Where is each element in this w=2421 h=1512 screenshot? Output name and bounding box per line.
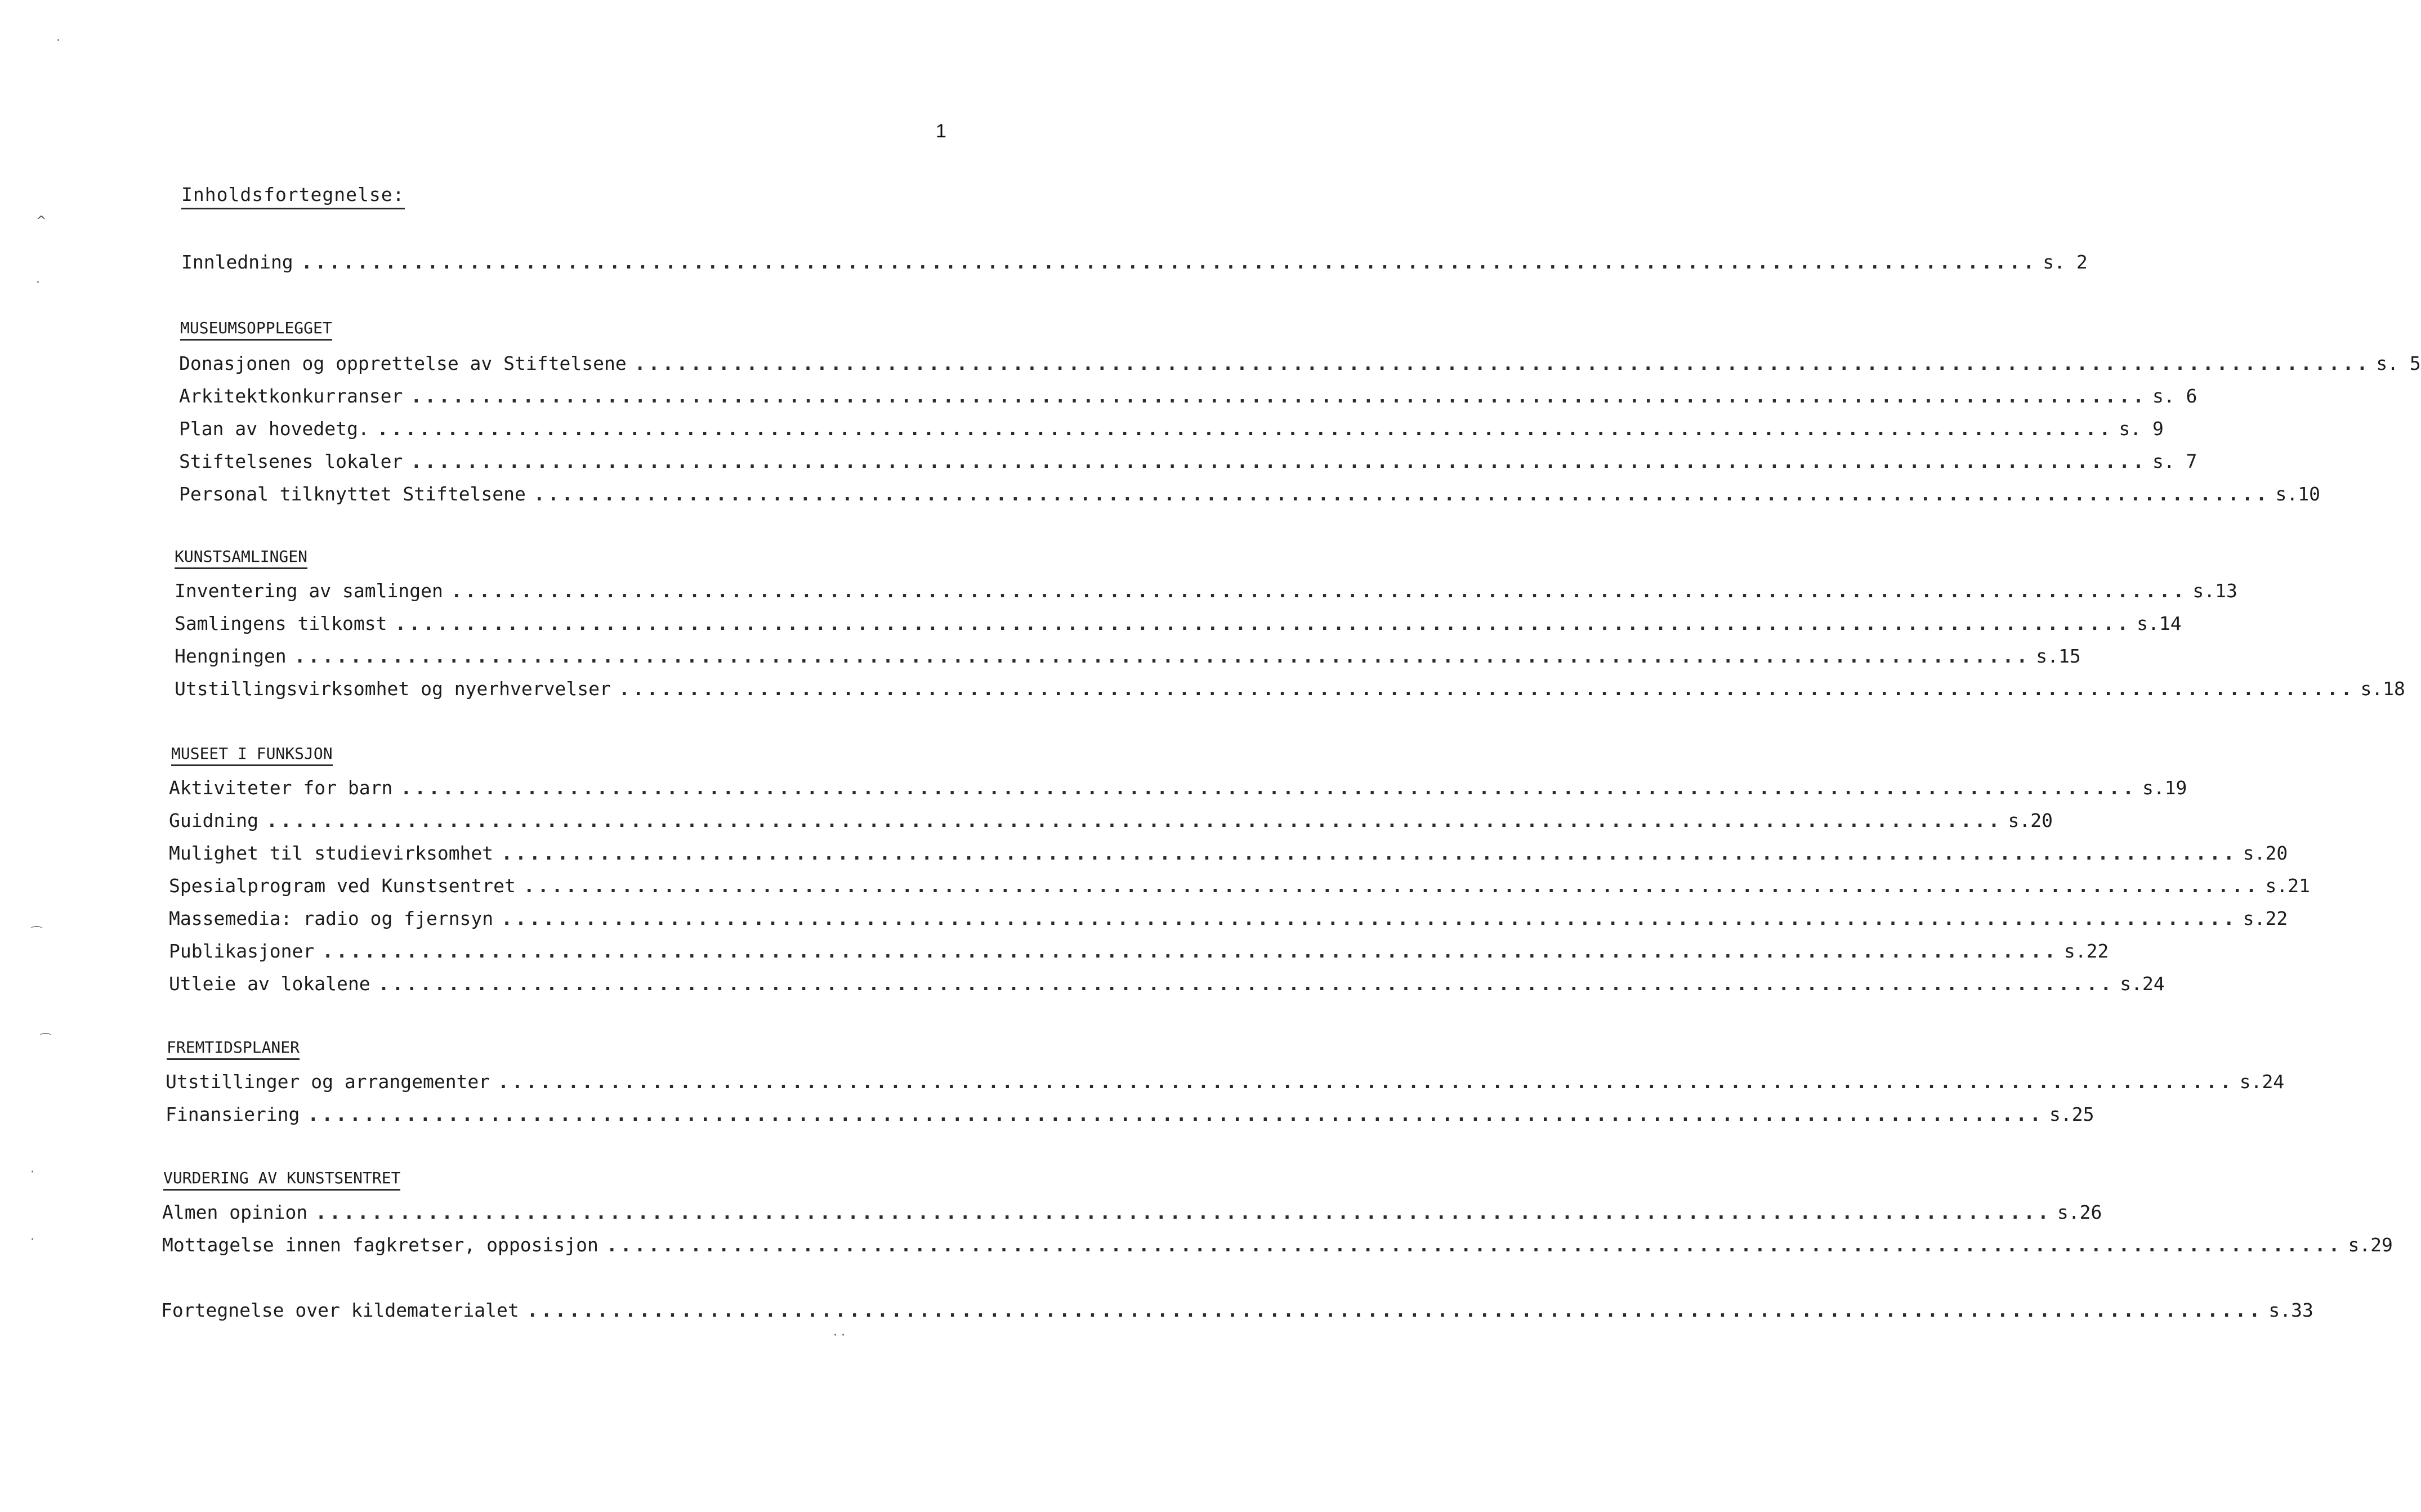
dot-leader: ............................................................................................................................ [395,612,2132,634]
entry-label: Mottagelse innen fagkretser, opposisjon [162,1234,598,1256]
toc-entry [162,1234,2393,1259]
entry-label: Publikasjoner [169,940,315,962]
dot-leader: ............................................................................................................................ [294,645,2031,667]
entry-label: Spesialprogram ved Kunstsentret [169,875,516,897]
entry-page: s.14 [2137,612,2182,634]
entry-page: s.29 [2348,1234,2393,1256]
entry-label: Inventering av samlingen [175,580,443,602]
toc-entry-innledning [181,251,2088,276]
entry-label: Utstillinger og arrangementer [166,1071,490,1093]
entry-label: Massemedia: radio og fjernsyn [169,907,494,929]
dot-leader: ............................................................................................................................ [501,907,2237,929]
scan-speck: ⌒ [39,1033,52,1047]
toc-entry [179,352,2421,377]
scan-speck: · · [833,1328,845,1343]
dot-leader: ............................................................................................................................ [301,251,2038,273]
toc-entry [169,777,2187,802]
toc-entry [169,875,2310,900]
entry-label: Guidning [169,809,258,831]
dot-leader: ............................................................................................................................ [523,875,2260,897]
dot-leader: ............................................................................................................................ [315,1201,2052,1223]
toc-entry [162,1201,2102,1226]
entry-page: s. 7 [2152,450,2197,472]
section-heading-museumsopplegget: MUSEUMSOPPLEGGET [180,319,332,341]
entry-page: s. 6 [2152,385,2197,407]
entry-label: Innledning [181,251,293,273]
scan-speck: ^ [36,214,47,228]
toc-entry [175,612,2182,637]
entry-label: Donasjonen og opprettelse av Stiftelsene [179,352,627,374]
dot-leader: ............................................................................................................................ [501,842,2237,864]
entry-page: s.33 [2268,1299,2313,1321]
entry-page: s. 5 [2376,352,2421,374]
toc-entry [179,450,2197,475]
toc-title: Inholdsfortegnelse: [181,184,405,209]
toc-entry [169,809,2053,834]
page-number: 1 [936,120,946,142]
dot-leader: ............................................................................................................................ [606,1234,2343,1256]
entry-page: s.19 [2142,777,2187,799]
toc-entry [175,678,2405,703]
entry-page: s.24 [2239,1071,2285,1093]
toc-entry [166,1103,2094,1128]
entry-page: s.15 [2036,645,2081,667]
dot-leader: ............................................................................................................................ [498,1071,2234,1093]
entry-label: Utstillingsvirksomhet og nyerhvervelser [175,678,611,700]
entry-page: s. 9 [2119,418,2164,440]
entry-label: Mulighet til studievirksomhet [169,842,494,864]
toc-entry [166,1071,2285,1095]
entry-page: s. 2 [2043,251,2088,273]
dot-leader: ............................................................................................................................ [533,483,2270,505]
dot-leader: ............................................................................................................................ [410,385,2147,407]
dot-leader: ............................................................................................................................ [400,777,2137,799]
scan-speck: · [30,1233,34,1247]
entry-page: s.18 [2360,678,2405,700]
section-heading-vurdering-av-kunstsentret: VURDERING AV KUNSTSENTRET [163,1169,400,1191]
dot-leader: ............................................................................................................................ [634,352,2371,374]
entry-label: Hengningen [175,645,287,667]
entry-label: Almen opinion [162,1201,308,1223]
toc-entry [179,483,2320,508]
entry-page: s.20 [2008,809,2053,831]
entry-page: s.21 [2265,875,2310,897]
dot-leader: ............................................................................................................................ [410,450,2147,472]
scan-speck: · [30,1165,34,1179]
dot-leader: ............................................................................................................................ [526,1299,2263,1321]
entry-page: s.22 [2243,907,2288,929]
entry-label: Fortegnelse over kildematerialet [161,1299,519,1321]
entry-label: Aktiviteter for barn [169,777,393,799]
entry-label: Plan av hovedetg. [179,418,369,440]
dot-leader: ............................................................................................................................ [266,809,2003,831]
entry-page: s.10 [2275,483,2320,505]
entry-page: s.24 [2120,973,2165,995]
toc-entry-sources [161,1299,2313,1324]
toc-entry [179,418,2164,442]
dot-leader: ............................................................................................................................ [378,973,2115,995]
scan-speck: · [36,276,40,290]
toc-entry [179,385,2197,410]
toc-entry [175,580,2237,605]
entry-page: s.20 [2243,842,2288,864]
entry-page: s.26 [2057,1201,2102,1223]
entry-page: s.13 [2192,580,2237,602]
section-heading-fremtidsplaner: FREMTIDSPLANER [167,1038,300,1060]
scan-speck: · [56,34,60,48]
entry-label: Samlingens tilkomst [175,612,387,634]
toc-entry [169,973,2165,997]
entry-label: Arkitektkonkurranser [179,385,403,407]
entry-label: Stiftelsenes lokaler [179,450,403,472]
toc-entry [169,842,2288,867]
section-heading-kunstsamlingen: KUNSTSAMLINGEN [175,547,307,569]
section-heading-museet-i-funksjon: MUSEET I FUNKSJON [171,744,333,766]
entry-page: s.22 [2063,940,2109,962]
dot-leader: ............................................................................................................................ [618,678,2355,700]
toc-entry [169,907,2288,932]
scan-speck: ⌒ [30,926,43,940]
dot-leader: ............................................................................................................................ [322,940,2058,962]
entry-label: Utleie av lokalene [169,973,370,995]
entry-label: Personal tilknyttet Stiftelsene [179,483,526,505]
dot-leader: ............................................................................................................................ [307,1103,2044,1125]
entry-page: s.25 [2049,1103,2094,1125]
dot-leader: ............................................................................................................................ [450,580,2187,602]
toc-entry [175,645,2081,670]
entry-label: Finansiering [166,1103,300,1125]
dot-leader: ............................................................................................................................ [377,418,2114,440]
toc-entry [169,940,2109,965]
